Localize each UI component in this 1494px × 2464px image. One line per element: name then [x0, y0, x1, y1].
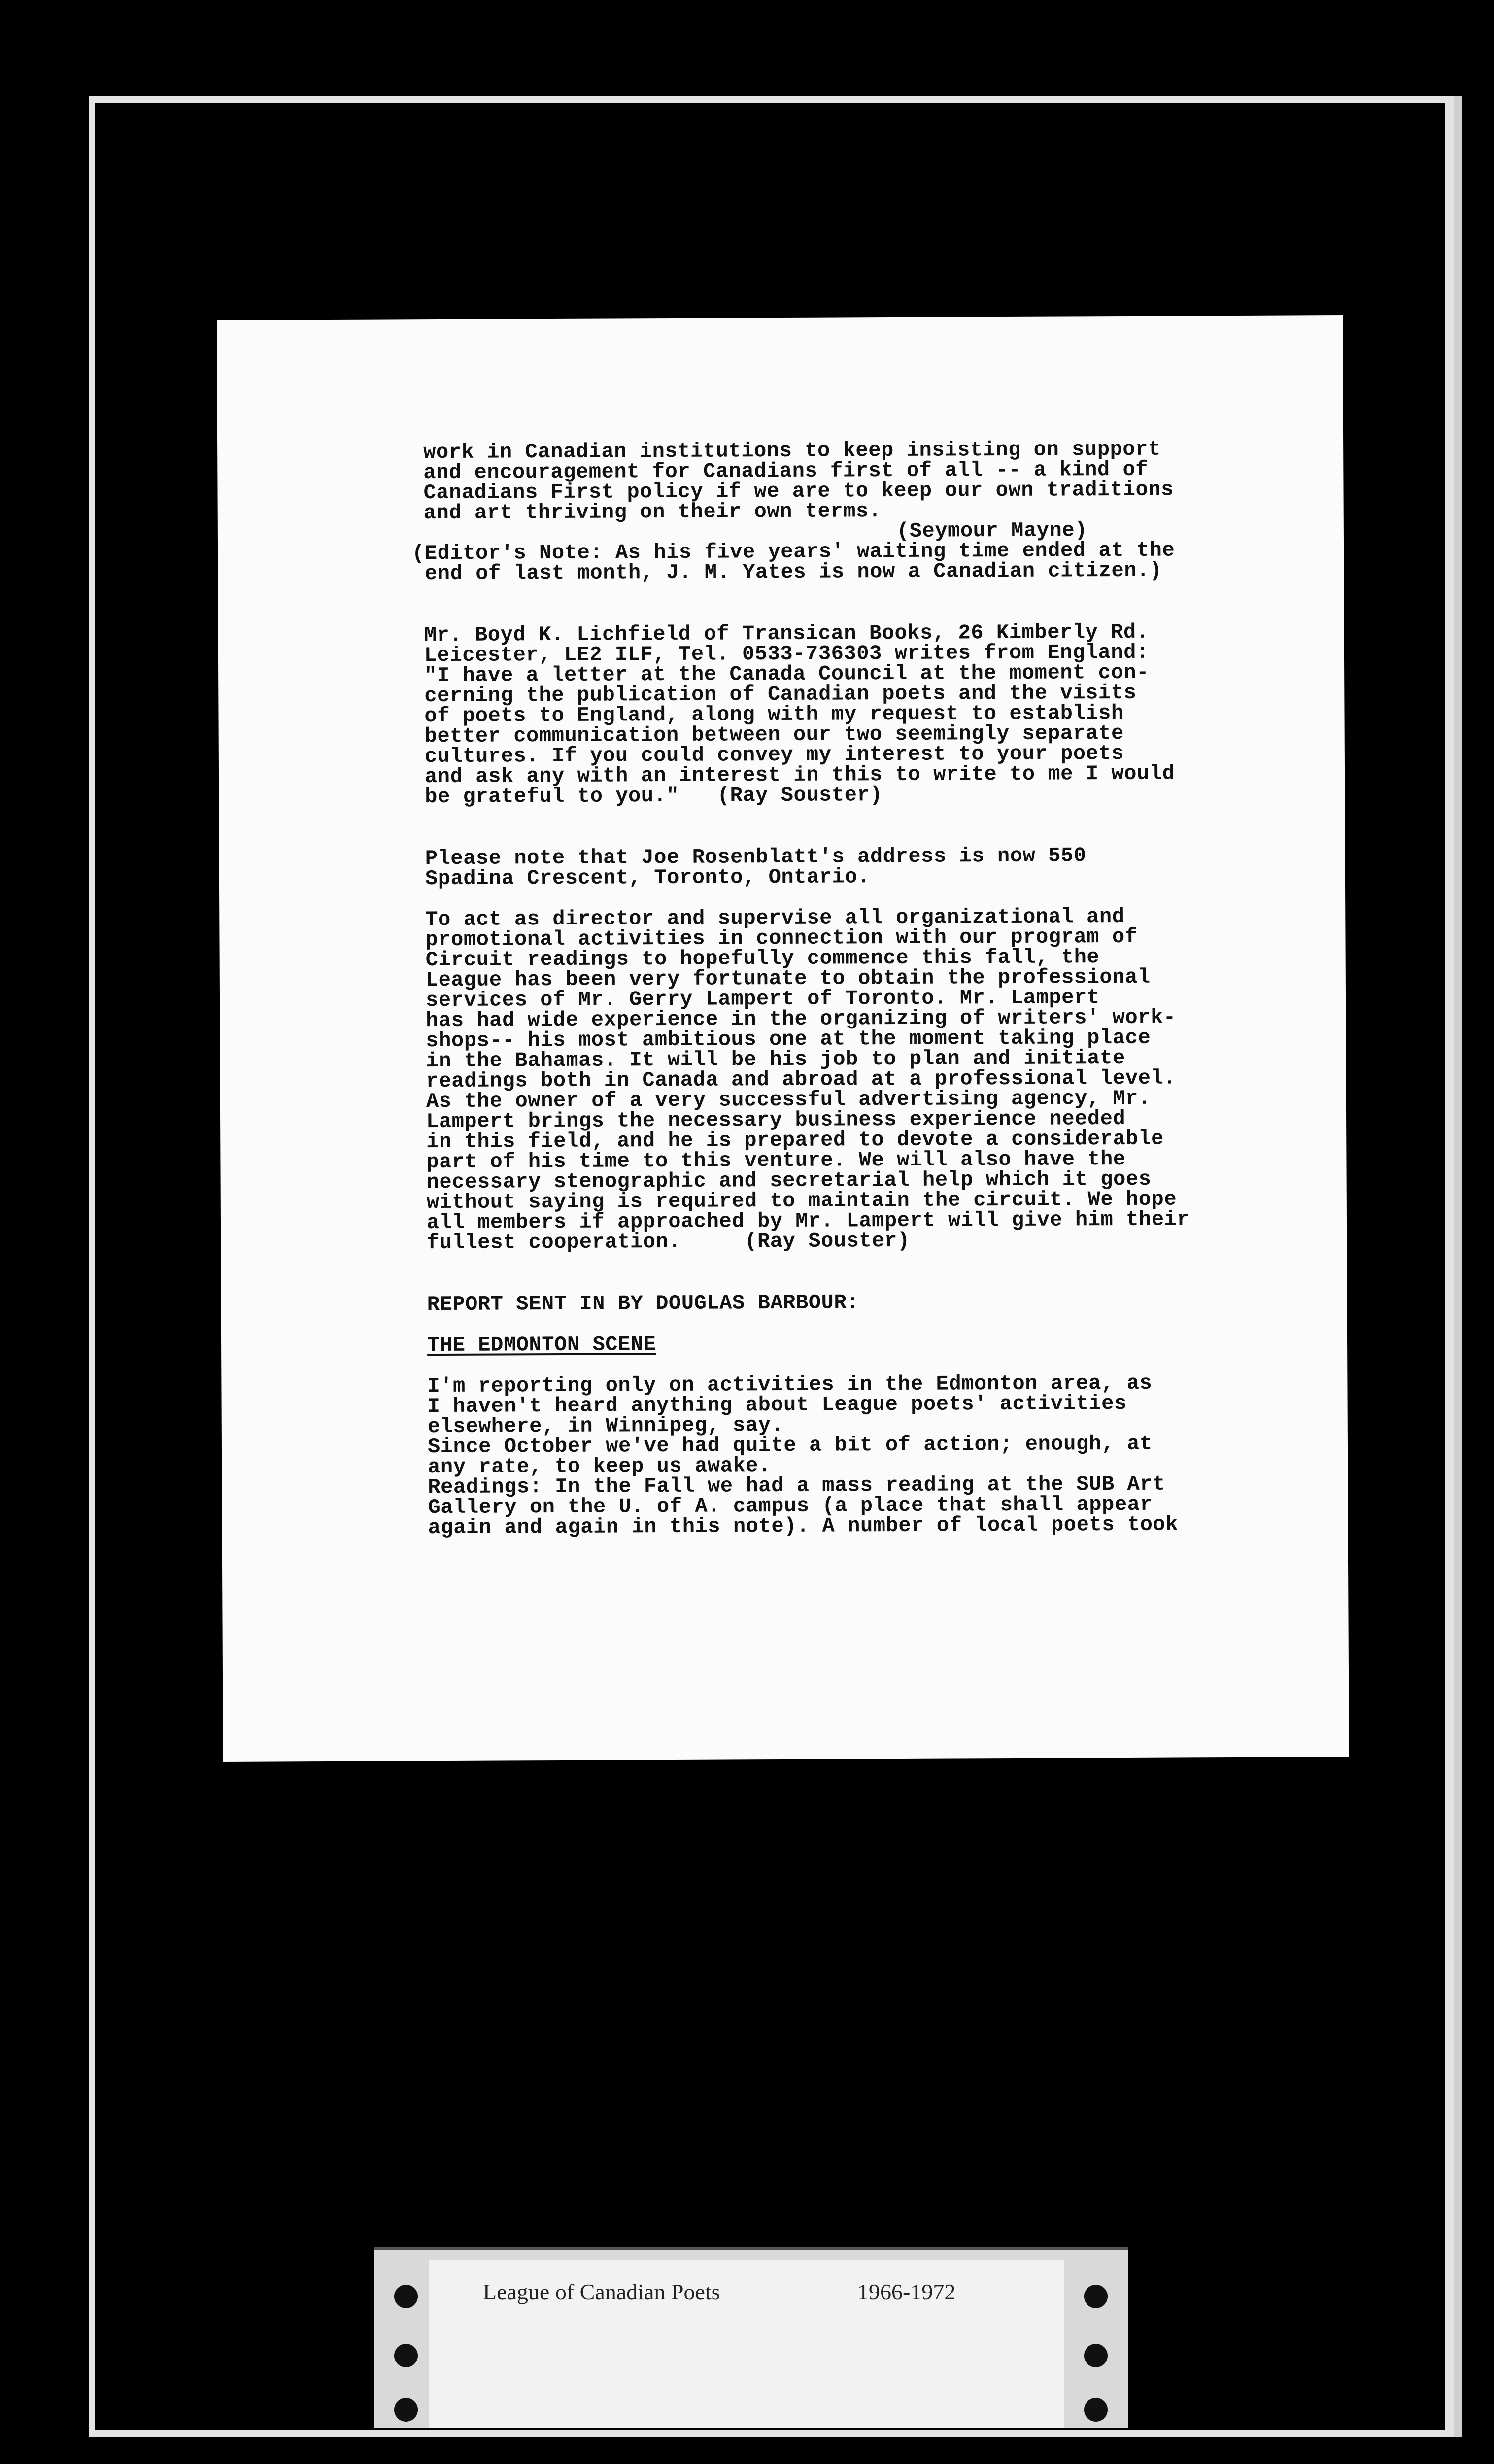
label-card: [429, 2260, 1064, 2428]
editors-note-line: end of last month, J. M. Yates is now a Canadian citizen.): [412, 558, 1162, 586]
line: As the owner of a very successful advertising agency, Mr.: [426, 1086, 1151, 1114]
line: again and again in this note). A number of local poets took: [428, 1512, 1179, 1540]
line: part of his time to this venture. We will also have the: [426, 1147, 1126, 1174]
line: Lampert brings the necessary business experience needed: [426, 1106, 1126, 1134]
line: Circuit readings to hopefully commence this fall, the: [425, 945, 1100, 972]
line: I haven't heard anything about League poets' activities: [427, 1391, 1127, 1419]
sprocket-hole-icon: [1084, 2344, 1108, 2367]
line: work in Canadian institutions to keep insisting on support: [423, 437, 1161, 465]
sprocket-hole-icon: [394, 2398, 418, 2422]
page-body: [411, 437, 1364, 1540]
line: necessary stenographic and secretarial help which it goes: [426, 1167, 1152, 1195]
line: Gallery on the U. of A. campus (a place that shall appear: [428, 1492, 1153, 1520]
line: in the Bahamas. It will be his job to plan and initiate: [426, 1046, 1125, 1073]
line: I'm reporting only on activities in the Edmonton area, as: [427, 1371, 1153, 1399]
line: without saying is required to maintain the circuit. We hope: [426, 1187, 1177, 1215]
line: better communication between our two seemingly separate: [424, 721, 1124, 749]
line: Canadians First policy if we are to keep our own traditions: [423, 478, 1174, 505]
line: services of Mr. Gerry Lampert of Toronto. Mr. Lampert: [425, 986, 1100, 1013]
line: fullest cooperation. (Ray Souster): [427, 1229, 910, 1255]
line: and encouragement for Canadians first of all -- a kind of: [423, 457, 1149, 485]
signature-seymour-mayne: (Seymour Mayne): [896, 518, 1088, 543]
line: be grateful to you." (Ray Souster): [425, 783, 883, 809]
sprocket-hole-icon: [1084, 2285, 1108, 2308]
line: To act as director and supervise all organizational and: [425, 904, 1125, 932]
sprocket-hole-icon: [394, 2344, 418, 2367]
line: Since October we've had quite a bit of action; enough, at: [427, 1432, 1153, 1459]
section-heading: THE EDMONTON SCENE: [427, 1333, 656, 1358]
line: of poets to England, along with my request to establish: [424, 701, 1124, 728]
line: any rate, to keep us awake.: [428, 1454, 771, 1479]
line: elsewhere, in Winnipeg, say.: [427, 1413, 784, 1439]
film-edge: [1454, 96, 1462, 2437]
sprocket-hole-icon: [394, 2285, 418, 2308]
line: "I have a letter at the Canada Council at the moment con-: [424, 660, 1150, 688]
line: all members if approached by Mr. Lampert will give him their: [426, 1207, 1190, 1235]
line: cultures. If you could convey my interest to your poets: [424, 741, 1124, 769]
line: League has been very fortunate to obtain the professional: [425, 965, 1151, 992]
line: Mr. Boyd K. Lichfield of Transican Books, 26 Kimberly Rd.: [424, 620, 1149, 648]
sprocket-hole-icon: [1084, 2398, 1108, 2422]
line: Please note that Joe Rosenblatt's address is now 550: [425, 844, 1087, 871]
line: shops-- his most ambitious one at the moment taking place: [426, 1026, 1151, 1053]
line: readings both in Canada and abroad at a professional level.: [426, 1066, 1177, 1094]
line: and ask any with an interest in this to write to me I would: [424, 761, 1175, 789]
typed-page: [217, 315, 1349, 1762]
line: and art thriving on their own terms.: [423, 499, 882, 525]
line: has had wide experience in the organizing of writers' work-: [426, 1005, 1176, 1033]
line: promotional activities in connection with our program of: [425, 924, 1138, 952]
line: cerning the publication of Canadian poets and the visits: [424, 681, 1137, 708]
microfilm-label-strip: [374, 2247, 1128, 2428]
line: in this field, and he is prepared to devote a considerable: [426, 1127, 1164, 1154]
line: Readings: In the Fall we had a mass reading at the SUB Art: [428, 1472, 1166, 1500]
report-heading: REPORT SENT IN BY DOUGLAS BARBOUR:: [427, 1291, 860, 1317]
line: Spadina Crescent, Toronto, Ontario.: [425, 865, 871, 891]
collection-title: League of Canadian Poets: [483, 2279, 720, 2304]
collection-dates: 1966-1972: [857, 2279, 956, 2304]
line: Leicester, LE2 ILF, Tel. 0533-736303 writes from England:: [424, 640, 1149, 668]
editors-note-line: (Editor's Note: As his five years' waiting time ended at the: [411, 538, 1175, 566]
